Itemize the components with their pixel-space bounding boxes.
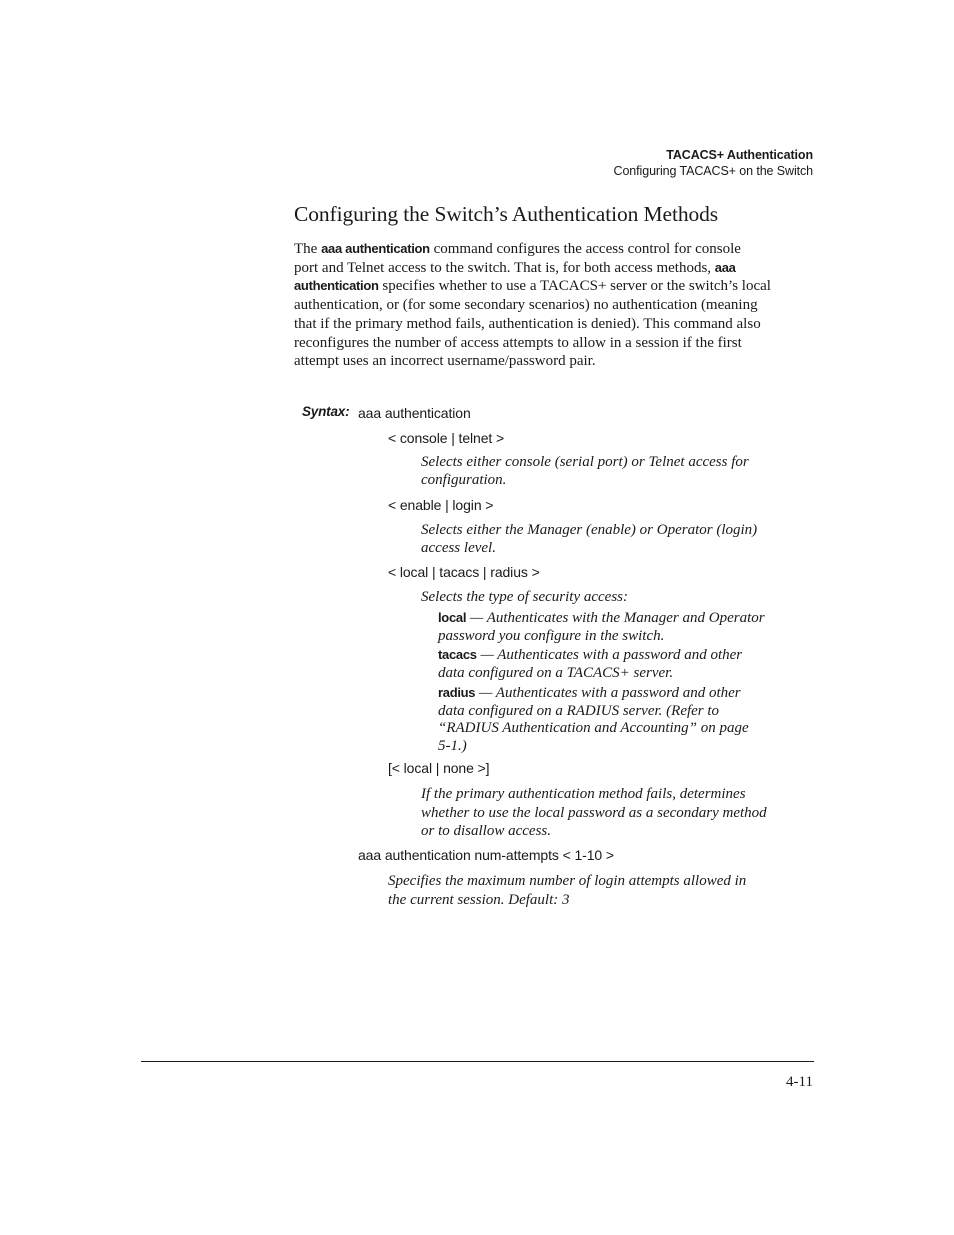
parameter-local-tacacs-radius: < local | tacacs | radius > — [388, 564, 540, 580]
section-title: Configuring the Switch’s Authentication Methods — [294, 202, 719, 226]
footer-rule — [141, 1061, 814, 1062]
command-syntax: aaa authentication — [358, 405, 471, 421]
inline-command: aaa authentication — [321, 241, 430, 256]
command-syntax-num-attempts: aaa authentication num-attempts < 1-10 > — [358, 847, 614, 863]
section-name: Configuring TACACS+ on the Switch — [613, 164, 813, 178]
parameter-description: Selects either console (serial port) or Telnet access for configuration. — [421, 454, 749, 488]
parameter-description: Selects the type of security access: — [421, 589, 628, 605]
cross-reference: “RADIUS Authentication and Accounting” on page — [438, 720, 749, 736]
parameter-local-none: [< local | none >] — [388, 760, 490, 776]
parameter-enable-login: < enable | login > — [388, 497, 494, 513]
intro-paragraph: The aaa authentication command configures the access control for console port and Telnet access to the switch. That is, for both access methods, aaa authentication specifies whether to use a TACACS+ server or the switch’s local authentication, or (for some secondary scenarios) no authentication (meaning that if the primary method fails, authentication is denied). This command also reconfigures the number of access attempts to allow in a session if the first attempt uses an incorrect username/password pair. — [294, 241, 771, 370]
option-local: local — Authenticates with the Manager and Operator password you configure in the switch. — [438, 610, 765, 644]
syntax-label: Syntax: — [302, 404, 350, 419]
running-header — [614, 147, 813, 179]
chapter-title: TACACS+ Authentication — [666, 148, 813, 162]
command-description: Specifies the maximum number of login attempts allowed in the current session. Default: 3 — [388, 873, 747, 908]
inline-command: aaa — [714, 259, 736, 275]
option-tacacs: tacacs — Authenticates with a password and other data configured on a TACACS+ server. — [438, 647, 743, 681]
parameter-console-telnet: < console | telnet > — [388, 430, 505, 446]
parameter-description: If the primary authentication method fails, determines whether to use the local password as a secondary method or to disallow access. — [421, 786, 767, 839]
parameter-description: Selects either the Manager (enable) or Operator (login) access level. — [421, 522, 758, 556]
inline-command: authentication — [294, 278, 379, 294]
option-radius: radius — Authenticates with a password and other data configured on a RADIUS server. (Refer to “RADIUS Authentication and Accounting” on page 5-1.) — [438, 685, 749, 754]
page-number: 4-11 — [786, 1074, 813, 1090]
